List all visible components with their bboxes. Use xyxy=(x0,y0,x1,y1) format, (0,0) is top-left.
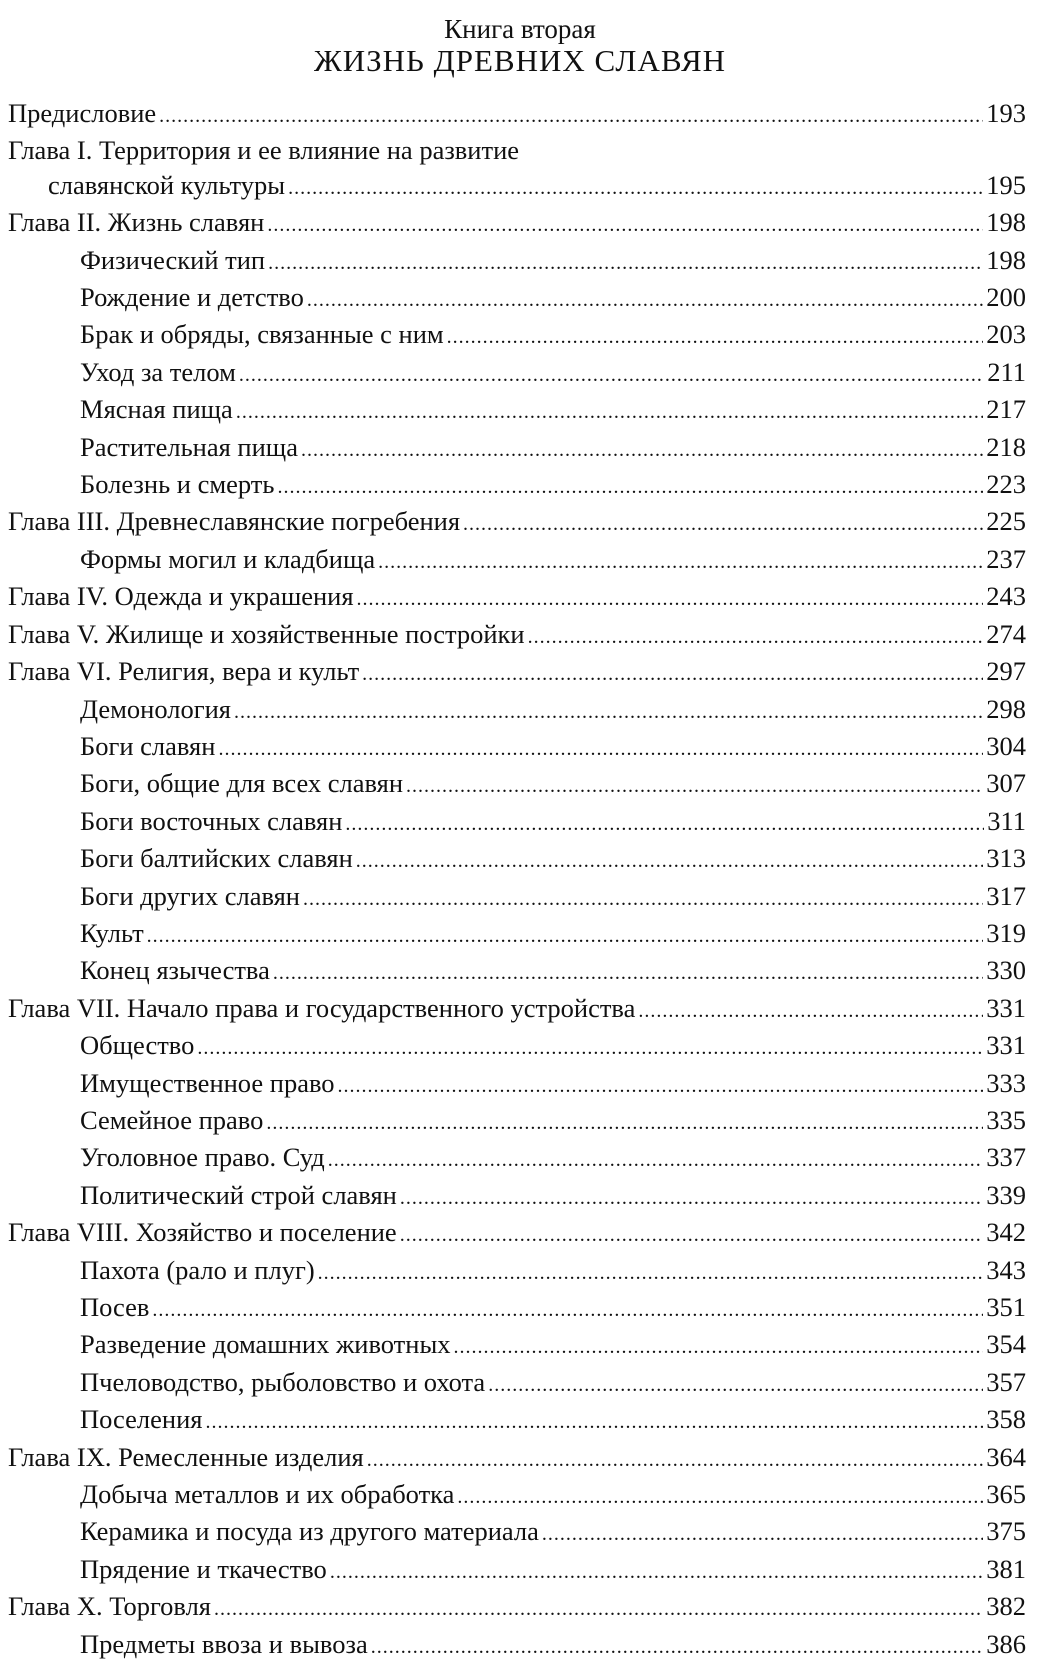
toc-leader-dots xyxy=(638,994,983,1028)
toc-entry xyxy=(8,879,1026,916)
book-subtitle: Книга вторая xyxy=(444,14,596,44)
toc-entry-title: Уголовное право. Суд xyxy=(80,1142,325,1173)
toc-leader-dots xyxy=(197,1031,983,1065)
toc-entry xyxy=(8,1290,1026,1327)
toc-entry xyxy=(8,467,1026,504)
toc-entry-title: Демонология xyxy=(80,693,231,724)
toc-page-number: 337 xyxy=(986,1142,1026,1173)
toc-leader-dots xyxy=(234,695,983,729)
toc-entry-title: Предметы ввоза и вывоза xyxy=(80,1628,368,1659)
toc-entry xyxy=(8,617,1026,654)
toc-leader-dots xyxy=(463,507,983,541)
toc-entry-title: Растительная пища xyxy=(80,431,298,462)
toc-entry xyxy=(8,1028,1026,1065)
toc-page-number: 200 xyxy=(986,282,1026,313)
toc-entry xyxy=(8,392,1026,429)
toc-page-number: 193 xyxy=(986,98,1026,128)
toc-leader-dots xyxy=(268,246,983,280)
toc-leader-dots xyxy=(273,956,983,990)
toc-leader-dots xyxy=(338,1069,984,1103)
toc-leader-dots xyxy=(367,1443,984,1477)
toc-entry-title: Боги других славян xyxy=(80,880,300,911)
toc-page-number: 339 xyxy=(986,1179,1026,1210)
toc-entry-title: Пчеловодство, рыболовство и охота xyxy=(80,1366,486,1397)
toc-entry xyxy=(8,1365,1026,1402)
toc-entry xyxy=(8,96,1026,133)
toc-entry-title: Физический тип xyxy=(80,244,266,275)
toc-entry xyxy=(8,692,1026,729)
toc-entry xyxy=(8,168,1026,205)
toc-leader-dots xyxy=(362,657,983,691)
toc-page-number: 298 xyxy=(986,693,1026,724)
toc-leader-dots xyxy=(356,844,983,878)
toc-leader-dots xyxy=(357,582,984,616)
toc-entry xyxy=(8,1402,1026,1439)
toc-entry xyxy=(8,1627,1026,1664)
toc-entry-title: славянской культуры xyxy=(48,169,286,200)
toc-page-number: 335 xyxy=(986,1104,1026,1135)
toc-page-number: 218 xyxy=(986,431,1026,462)
toc-page-number: 365 xyxy=(986,1479,1026,1510)
toc-leader-dots xyxy=(454,1330,984,1364)
toc-entry xyxy=(8,841,1026,878)
toc-entry xyxy=(8,1253,1026,1290)
toc-entry-title: Добыча металлов и их обработка xyxy=(80,1479,455,1510)
toc-leader-dots xyxy=(330,1555,983,1589)
toc-entry xyxy=(8,1103,1026,1140)
toc-page-number: 386 xyxy=(986,1628,1026,1659)
toc-page-number: 317 xyxy=(986,880,1026,911)
toc-entry-title: Предисловие xyxy=(8,98,157,128)
toc-page-number: 330 xyxy=(986,955,1026,986)
toc-page-number: 313 xyxy=(986,843,1026,874)
book-title: ЖИЗНЬ ДРЕВНИХ СЛАВЯН xyxy=(313,43,727,78)
toc-entry xyxy=(8,1327,1026,1364)
toc-leader-dots xyxy=(488,1368,983,1402)
toc-entry xyxy=(8,1514,1026,1551)
table-of-contents xyxy=(8,96,1026,1664)
toc-entry-title: Конец язычества xyxy=(80,955,270,986)
toc-leader-dots xyxy=(378,545,983,579)
toc-entry-title: Культ xyxy=(80,917,144,948)
toc-entry xyxy=(8,205,1026,242)
toc-entry xyxy=(8,430,1026,467)
toc-page-number: 358 xyxy=(986,1404,1026,1435)
toc-entry xyxy=(8,953,1026,990)
toc-entry xyxy=(8,1178,1026,1215)
toc-entry-title: Глава I. Территория и ее влияние на развитие xyxy=(8,135,520,166)
toc-page-number: 237 xyxy=(986,543,1026,574)
toc-page-number: 217 xyxy=(986,394,1026,425)
toc-entry-title: Семейное право xyxy=(80,1104,264,1135)
toc-entry-title: Глава II. Жизнь славян xyxy=(8,207,265,238)
toc-page-number: 357 xyxy=(986,1366,1026,1397)
toc-leader-dots xyxy=(371,1630,984,1664)
toc-entry-title: Посев xyxy=(80,1292,150,1322)
toc-entry-title: Имущественное право xyxy=(80,1067,335,1098)
toc-page-number: 354 xyxy=(986,1329,1026,1360)
toc-leader-dots xyxy=(266,1106,983,1140)
toc-page-number: 375 xyxy=(986,1516,1026,1547)
toc-entry xyxy=(8,317,1026,354)
toc-page-number: 198 xyxy=(986,244,1026,275)
toc-leader-dots xyxy=(147,919,984,953)
toc-entry-title: Глава VI. Религия, вера и культ xyxy=(8,656,360,687)
toc-entry-title: Мясная пища xyxy=(80,394,233,425)
toc-leader-dots xyxy=(277,470,983,504)
toc-leader-dots xyxy=(218,732,983,766)
toc-page-number: 342 xyxy=(986,1217,1026,1248)
toc-page-number: 381 xyxy=(986,1553,1026,1584)
toc-entry xyxy=(8,1066,1026,1103)
toc-entry-title: Политический строй славян xyxy=(80,1179,397,1210)
toc-leader-dots xyxy=(528,620,984,654)
toc-entry-title: Прядение и ткачество xyxy=(80,1553,327,1584)
toc-leader-dots xyxy=(303,882,983,916)
toc-entry xyxy=(8,804,1026,841)
toc-entry xyxy=(8,579,1026,616)
toc-leader-dots xyxy=(307,283,983,317)
toc-entry xyxy=(8,766,1026,803)
toc-page-number: 343 xyxy=(986,1254,1026,1285)
toc-page-number: 311 xyxy=(987,805,1026,836)
toc-page-number: 364 xyxy=(986,1441,1026,1472)
toc-entry-title: Глава III. Древнеславянские погребения xyxy=(8,506,461,537)
toc-entry-title: Поселения xyxy=(80,1404,203,1435)
toc-entry xyxy=(8,729,1026,766)
toc-entry xyxy=(8,654,1026,691)
toc-page-number: 351 xyxy=(986,1292,1026,1322)
toc-entry xyxy=(8,243,1026,280)
toc-entry-title: Общество xyxy=(80,1030,195,1061)
toc-page-number: 304 xyxy=(986,730,1026,761)
toc-entry-title: Брак и обряды, связанные с ним xyxy=(80,319,444,350)
toc-leader-dots xyxy=(236,395,983,429)
toc-entry xyxy=(8,542,1026,579)
toc-leader-dots xyxy=(267,208,983,242)
toc-page-number: 331 xyxy=(986,992,1026,1023)
toc-entry-title: Пахота (рало и плуг) xyxy=(80,1254,315,1285)
toc-entry-title: Рождение и детство xyxy=(80,282,304,313)
toc-entry-title: Болезнь и смерть xyxy=(80,469,275,500)
toc-entry-title: Глава IX. Ремесленные изделия xyxy=(8,1441,364,1472)
toc-entry-title: Глава X. Торговля xyxy=(8,1591,211,1622)
toc-page-number: 274 xyxy=(986,618,1026,649)
toc-entry xyxy=(8,1440,1026,1477)
toc-entry-title: Глава VII. Начало права и государственного устройства xyxy=(8,992,636,1023)
toc-page-number: 333 xyxy=(986,1067,1026,1098)
toc-page-number: 198 xyxy=(986,207,1026,238)
toc-page-number: 243 xyxy=(986,581,1026,612)
toc-entry-title: Боги, общие для всех славян xyxy=(80,768,404,799)
toc-leader-dots xyxy=(400,1218,984,1252)
toc-page-number: 225 xyxy=(986,506,1026,537)
toc-entry-title: Боги славян xyxy=(80,730,216,761)
toc-header xyxy=(0,0,1040,78)
toc-leader-dots xyxy=(345,807,984,841)
toc-leader-dots xyxy=(457,1480,983,1514)
toc-entry-title: Формы могил и кладбища xyxy=(80,543,376,574)
toc-leader-dots xyxy=(205,1405,983,1439)
toc-page-number: 223 xyxy=(986,469,1026,500)
toc-entry xyxy=(8,1552,1026,1589)
toc-leader-dots xyxy=(406,769,983,803)
toc-entry xyxy=(8,1589,1026,1626)
toc-entry-title: Глава VIII. Хозяйство и поселение xyxy=(8,1217,397,1248)
toc-leader-dots xyxy=(318,1256,984,1290)
toc-entry-title: Разведение домашних животных xyxy=(80,1329,451,1360)
toc-page-number: 211 xyxy=(987,356,1026,387)
toc-entry xyxy=(8,1140,1026,1177)
toc-leader-dots xyxy=(542,1517,983,1551)
toc-entry xyxy=(8,991,1026,1028)
toc-entry xyxy=(8,1215,1026,1252)
toc-entry-title: Уход за телом xyxy=(80,356,236,387)
toc-page-number: 331 xyxy=(986,1030,1026,1061)
toc-leader-dots xyxy=(447,320,984,354)
toc-page-number: 195 xyxy=(986,169,1026,200)
toc-entry-title: Глава IV. Одежда и украшения xyxy=(8,581,354,612)
toc-leader-dots xyxy=(288,171,983,205)
toc-page-number: 203 xyxy=(986,319,1026,350)
toc-leader-dots xyxy=(152,1293,983,1327)
toc-entry-title: Боги восточных славян xyxy=(80,805,343,836)
toc-leader-dots xyxy=(214,1592,983,1626)
toc-entry xyxy=(8,916,1026,953)
toc-entry-title: Боги балтийских славян xyxy=(80,843,353,874)
toc-page-number: 382 xyxy=(986,1591,1026,1622)
toc-leader-dots xyxy=(400,1181,983,1215)
toc-entry xyxy=(8,355,1026,392)
toc-page-number: 307 xyxy=(986,768,1026,799)
toc-leader-dots xyxy=(301,433,983,467)
toc-entry xyxy=(8,280,1026,317)
toc-page-number: 297 xyxy=(986,656,1026,687)
toc-entry xyxy=(8,133,1026,167)
toc-entry-title: Глава V. Жилище и хозяйственные постройки xyxy=(8,618,525,649)
toc-page-number: 319 xyxy=(986,917,1026,948)
toc-leader-dots xyxy=(328,1143,983,1177)
toc-leader-dots xyxy=(239,358,984,392)
toc-entry xyxy=(8,504,1026,541)
toc-leader-dots xyxy=(159,99,983,133)
toc-entry-title: Керамика и посуда из другого материала xyxy=(80,1516,539,1547)
toc-entry xyxy=(8,1477,1026,1514)
